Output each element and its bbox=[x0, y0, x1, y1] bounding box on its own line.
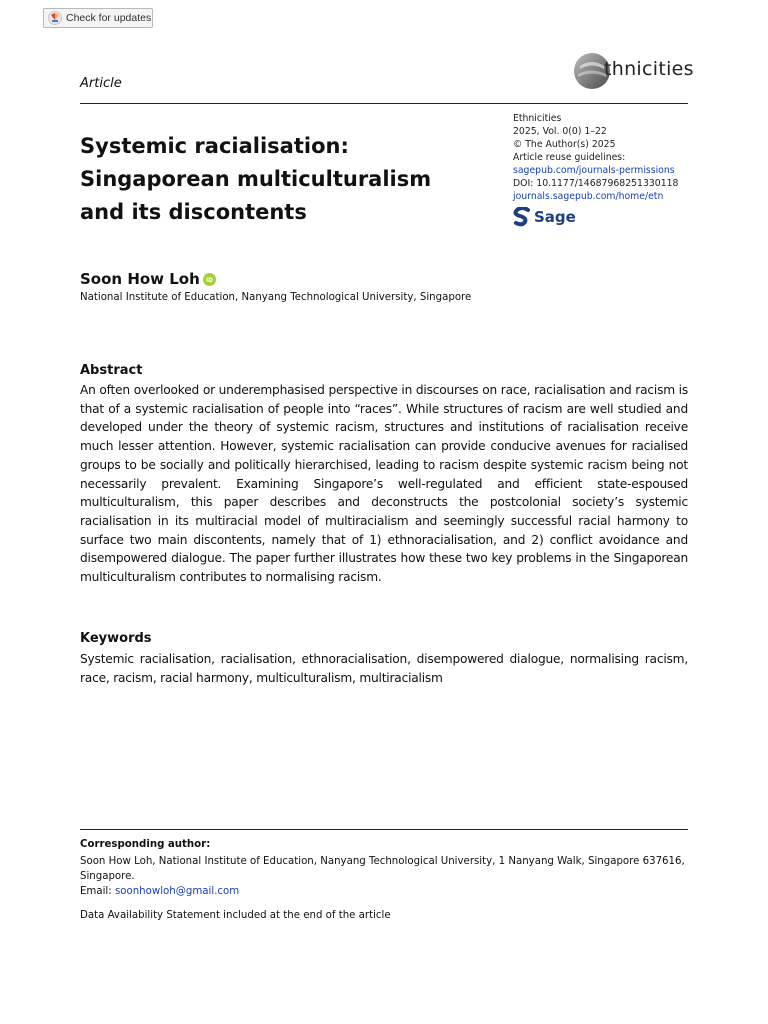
check-for-updates-label: Check for updates bbox=[66, 12, 152, 24]
footer-divider bbox=[80, 829, 688, 830]
journal-home-link[interactable]: journals.sagepub.com/home/etn bbox=[513, 191, 664, 202]
data-availability-statement: Data Availability Statement included at the end of the article bbox=[80, 910, 391, 921]
reuse-label: Article reuse guidelines: bbox=[513, 152, 626, 163]
email-label: Email: bbox=[80, 886, 115, 897]
check-updates-icon bbox=[48, 11, 62, 25]
sage-logo-icon bbox=[513, 207, 531, 227]
check-for-updates-button[interactable] bbox=[43, 8, 153, 28]
corresponding-author-address: Soon How Loh, National Institute of Education, Nanyang Technological University, 1 Nanyang Walk, Singapore 637616, Singapore. bbox=[80, 856, 685, 882]
header-divider bbox=[80, 103, 688, 104]
article-title: Systemic racialisation: Singaporean multiculturalism and its discontents bbox=[80, 134, 432, 224]
doi-line: DOI: 10.1177/14687968251330118 bbox=[513, 178, 679, 189]
publisher-name: Sage bbox=[534, 208, 576, 226]
abstract-text: An often overlooked or underemphasised perspective in discourses on race, racialisation and racism is that of a systemic racialisation of people into “races”. While structures of racism are well studied and developed under the theory of systemic racism, structures and institutions of racialisation receive much lesser attention. However, systemic racialisation can provide conducive avenues for racialised groups to be socially and politically hierarchised, leading to racism despite systemic racism being not necessarily prevalent. Examining Singapore’s well-regulated and efficient state-espoused multiculturalism, this paper describes and deconstructs the postcolonial society’s systemic racialisation in its multiracial model of multiracialism and seemingly successful racial harmony to surface two main discontents, namely that of 1) ethnoracialisation, and 2) conflict avoidance and disempowered dialogue. The paper further illustrates how these two key problems in the Singaporean multiculturalism contributes to normalising racism. bbox=[80, 383, 688, 585]
article-type-label: Article bbox=[80, 76, 122, 91]
corresponding-author-heading: Corresponding author: bbox=[80, 839, 211, 850]
orcid-icon[interactable] bbox=[203, 273, 216, 286]
abstract-heading: Abstract bbox=[80, 363, 143, 378]
email-line bbox=[80, 884, 688, 899]
journal-meta bbox=[513, 112, 703, 203]
journal-logo-text: thnicities bbox=[604, 58, 694, 80]
copyright-line: © The Author(s) 2025 bbox=[513, 139, 616, 150]
journal-name: Ethnicities bbox=[513, 113, 562, 124]
email-link[interactable]: soonhowloh@gmail.com bbox=[114, 886, 240, 897]
publisher-logo bbox=[513, 207, 576, 227]
reuse-guidelines-link[interactable]: sagepub.com/journals-permissions bbox=[513, 165, 675, 176]
svg-text:iD: iD bbox=[205, 276, 213, 284]
author-affiliation: National Institute of Education, Nanyang Technological University, Singapore bbox=[80, 292, 472, 303]
corresponding-author-details bbox=[80, 854, 688, 899]
author-name: Soon How Loh bbox=[80, 270, 200, 288]
keywords-text: Systemic racialisation, racialisation, ethnoracialisation, disempowered dialogue, normalising racism, race, racism, racial harmony, multiculturalism, multiracialism bbox=[80, 652, 688, 685]
author-block bbox=[80, 270, 216, 288]
keywords-heading: Keywords bbox=[80, 631, 152, 646]
journal-volume: 2025, Vol. 0(0) 1–22 bbox=[513, 126, 607, 137]
